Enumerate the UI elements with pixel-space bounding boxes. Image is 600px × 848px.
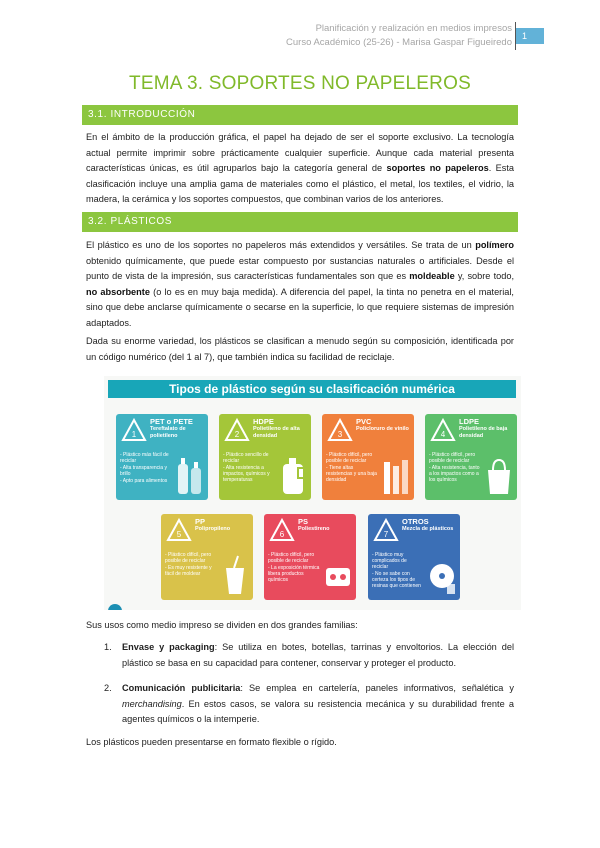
plastics-paragraph	[86, 238, 514, 331]
section-heading-introduccion: 3.1. INTRODUCCIÓN	[82, 105, 518, 125]
recycle-triangle-icon	[223, 417, 251, 445]
list-item-text	[122, 642, 514, 668]
recycle-triangle-icon	[326, 417, 354, 445]
plastic-code-name: PP	[195, 517, 206, 526]
text-run: . En estos casos, se valora su resistencia mecánica y su durabilidad frente a agentes químicos o la intemperie.	[122, 698, 514, 724]
plastic-property: - Alta transparencia y brillo	[120, 465, 167, 477]
tray-icon	[323, 554, 353, 596]
uses-list	[104, 640, 514, 738]
recycle-code-number: 1	[131, 430, 137, 439]
recycle-code-number: 7	[383, 530, 389, 539]
plastic-properties-list	[372, 552, 424, 590]
plastic-full-name: Polipropileno	[195, 526, 231, 532]
bag-icon	[484, 454, 514, 496]
cup-icon	[220, 554, 250, 596]
recycle-code-number: 3	[337, 430, 343, 439]
infographic-title: Tipos de plástico según su clasificación numérica	[108, 380, 516, 398]
text-run: El plástico es uno de los soportes no papeleros más extendidos y versátiles. Se trata de un	[86, 240, 476, 250]
section-heading-plasticos: 3.2. PLÁSTICOS	[82, 212, 518, 232]
plastic-property: - Plástico sencillo de reciclar	[223, 452, 269, 464]
plastic-property: - Plástico difícil, pero posible de reciclar	[326, 452, 373, 464]
closing-paragraph: Los plásticos pueden presentarse en formato flexible o rígido.	[86, 737, 337, 747]
bottles-icon	[175, 454, 205, 496]
text-run: . Esta clasificación incluye una amplia gama de materiales como el plástico, el metal, los textiles, el vidrio, la madera, la cerámica y los soportes compuestos, que combinan varios de los anteriores.	[86, 163, 514, 204]
disc-icon	[427, 554, 457, 596]
recycle-triangle-icon	[372, 517, 400, 545]
plastic-properties-list	[326, 452, 378, 484]
plastic-property: - La exposición térmica libera productos químicos	[268, 565, 320, 583]
jug-icon	[278, 454, 308, 496]
plastic-full-name: Tereftalato de polietileno	[150, 426, 186, 439]
header-course-title: Planificación y realización en medios impresos	[315, 23, 512, 34]
running-header	[286, 22, 512, 50]
plastic-card-pp	[161, 514, 253, 600]
text-run: merchandising	[122, 698, 182, 709]
text-run: y, sobre todo,	[454, 271, 515, 281]
intro-paragraph	[86, 130, 514, 208]
plastic-property: - Plástico difícil, pero posible de reciclar	[165, 552, 212, 564]
plastic-card-ldpe	[425, 414, 517, 500]
recycle-triangle-icon	[120, 417, 148, 445]
text-run: Dada su enorme variedad, los plásticos se clasifican a menudo según su composición, identificada por un código numérico (del 1 al 7), que también indica su facilidad de reciclaje.	[86, 336, 514, 362]
plastic-full-name: Policloruro de vinilo	[356, 426, 409, 432]
recycle-code-number: 6	[279, 530, 285, 539]
plastic-code-name: OTROS	[402, 517, 429, 526]
uses-intro: Sus usos como medio impreso se dividen en dos grandes familias:	[86, 620, 358, 630]
plastic-property: - Apto para alimentos	[120, 478, 168, 484]
plastic-card-pvc	[322, 414, 414, 500]
text-run: En el ámbito de la producción gráfica, el papel ha dejado de ser el soporte exclusivo. La tecnología actual permite imprimir sobre prácticamente cualquier superficie. Aunque cada material presenta características únicas, es útil agruparlos bajo la categoría general de	[86, 132, 514, 173]
plastic-property: - Plástico muy complicados de reciclar	[372, 552, 407, 570]
text-run: polímero	[475, 240, 514, 250]
plastic-full-name: Polietileno de baja densidad	[459, 426, 508, 439]
plastic-property: - Alta resistencia a impactos, químicos y temperaturas	[223, 465, 270, 483]
text-run: soportes no papeleros	[386, 163, 489, 173]
page-number: 1	[516, 28, 544, 44]
list-number: 1.	[104, 642, 112, 652]
plastic-property: - Alta resistencia, tanto a los impactos como a los químicos	[429, 465, 480, 483]
plastic-property: - Plástico difícil, pero posible de reciclar	[268, 552, 315, 564]
plastic-types-infographic	[104, 376, 521, 610]
plastic-card-pet-o-pete	[116, 414, 208, 500]
plastic-card-otros	[368, 514, 460, 600]
plastic-property: - Es muy resistente y fácil de moldear	[165, 565, 212, 577]
plastic-properties-list	[429, 452, 481, 484]
recycle-code-number: 5	[176, 530, 182, 539]
text-run: obtenido químicamente, que puede estar compuesto por sustancias naturales o artificiales. Desde el punto de vista de la impresión, sus características fundamentales son que es	[86, 255, 514, 281]
plastic-property: - Plástico más fácil de reciclar	[120, 452, 169, 464]
plastic-code-name: PVC	[356, 417, 372, 426]
list-item-text	[122, 683, 514, 724]
page-title: TEMA 3. SOPORTES NO PAPELEROS	[129, 73, 471, 94]
recycle-triangle-icon	[165, 517, 193, 545]
text-run: no absorbente	[86, 286, 150, 297]
text-run: (o lo es en muy baja medida). A diferencia del papel, la tinta no penetra en el material, sino que debe anclarse químicamente o secarse en la superficie, lo que requiere sistemas de impresión adaptados.	[86, 286, 514, 328]
plastic-code-name: PET o PETE	[150, 417, 193, 426]
plastic-properties-list	[120, 452, 172, 485]
text-run: moldeable	[409, 271, 455, 281]
classification-paragraph	[86, 334, 514, 365]
plastic-full-name: Mezcla de plásticos	[402, 526, 454, 532]
plastic-full-name: Polietileno de alta densidad	[253, 426, 300, 439]
list-number: 2.	[104, 683, 112, 693]
plastic-properties-list	[165, 552, 217, 578]
plastic-card-hdpe	[219, 414, 311, 500]
plastic-property: - No se sabe con certeza los tipos de resinas que contienen	[372, 571, 421, 589]
list-item	[104, 681, 514, 728]
plastic-properties-list	[268, 552, 320, 584]
infographic-corner-circle	[108, 604, 122, 610]
recycle-triangle-icon	[268, 517, 296, 545]
plastic-property: - Plástico difícil, pero posible de reciclar	[429, 452, 476, 464]
recycle-triangle-icon	[429, 417, 457, 445]
plastic-code-name: PS	[298, 517, 309, 526]
plastic-code-name: HDPE	[253, 417, 274, 426]
header-author-line: Curso Académico (25-26) - Marisa Gaspar Figueiredo	[286, 37, 512, 48]
list-item	[104, 640, 514, 671]
text-run: Envase y packaging	[122, 642, 215, 652]
recycle-code-number: 2	[234, 430, 240, 439]
plastic-code-name: LDPE	[459, 417, 480, 426]
plastic-card-ps	[264, 514, 356, 600]
recycle-code-number: 4	[440, 430, 446, 439]
text-run: : Se utiliza en botes, botellas, tarrinas y envoltorios. La elección del plástico se basa en su capacidad para contener, conservar y proteger el producto.	[122, 642, 514, 668]
text-run: : Se emplea en cartelería, paneles informativos, señalética y	[240, 683, 515, 693]
plastic-full-name: Poliestireno	[298, 526, 330, 532]
pipes-icon	[381, 454, 411, 496]
plastic-properties-list	[223, 452, 275, 484]
text-run: Comunicación publicitaria	[122, 683, 241, 693]
plastic-property: - Tiene altas resistencias y una baja densidad	[326, 465, 377, 483]
